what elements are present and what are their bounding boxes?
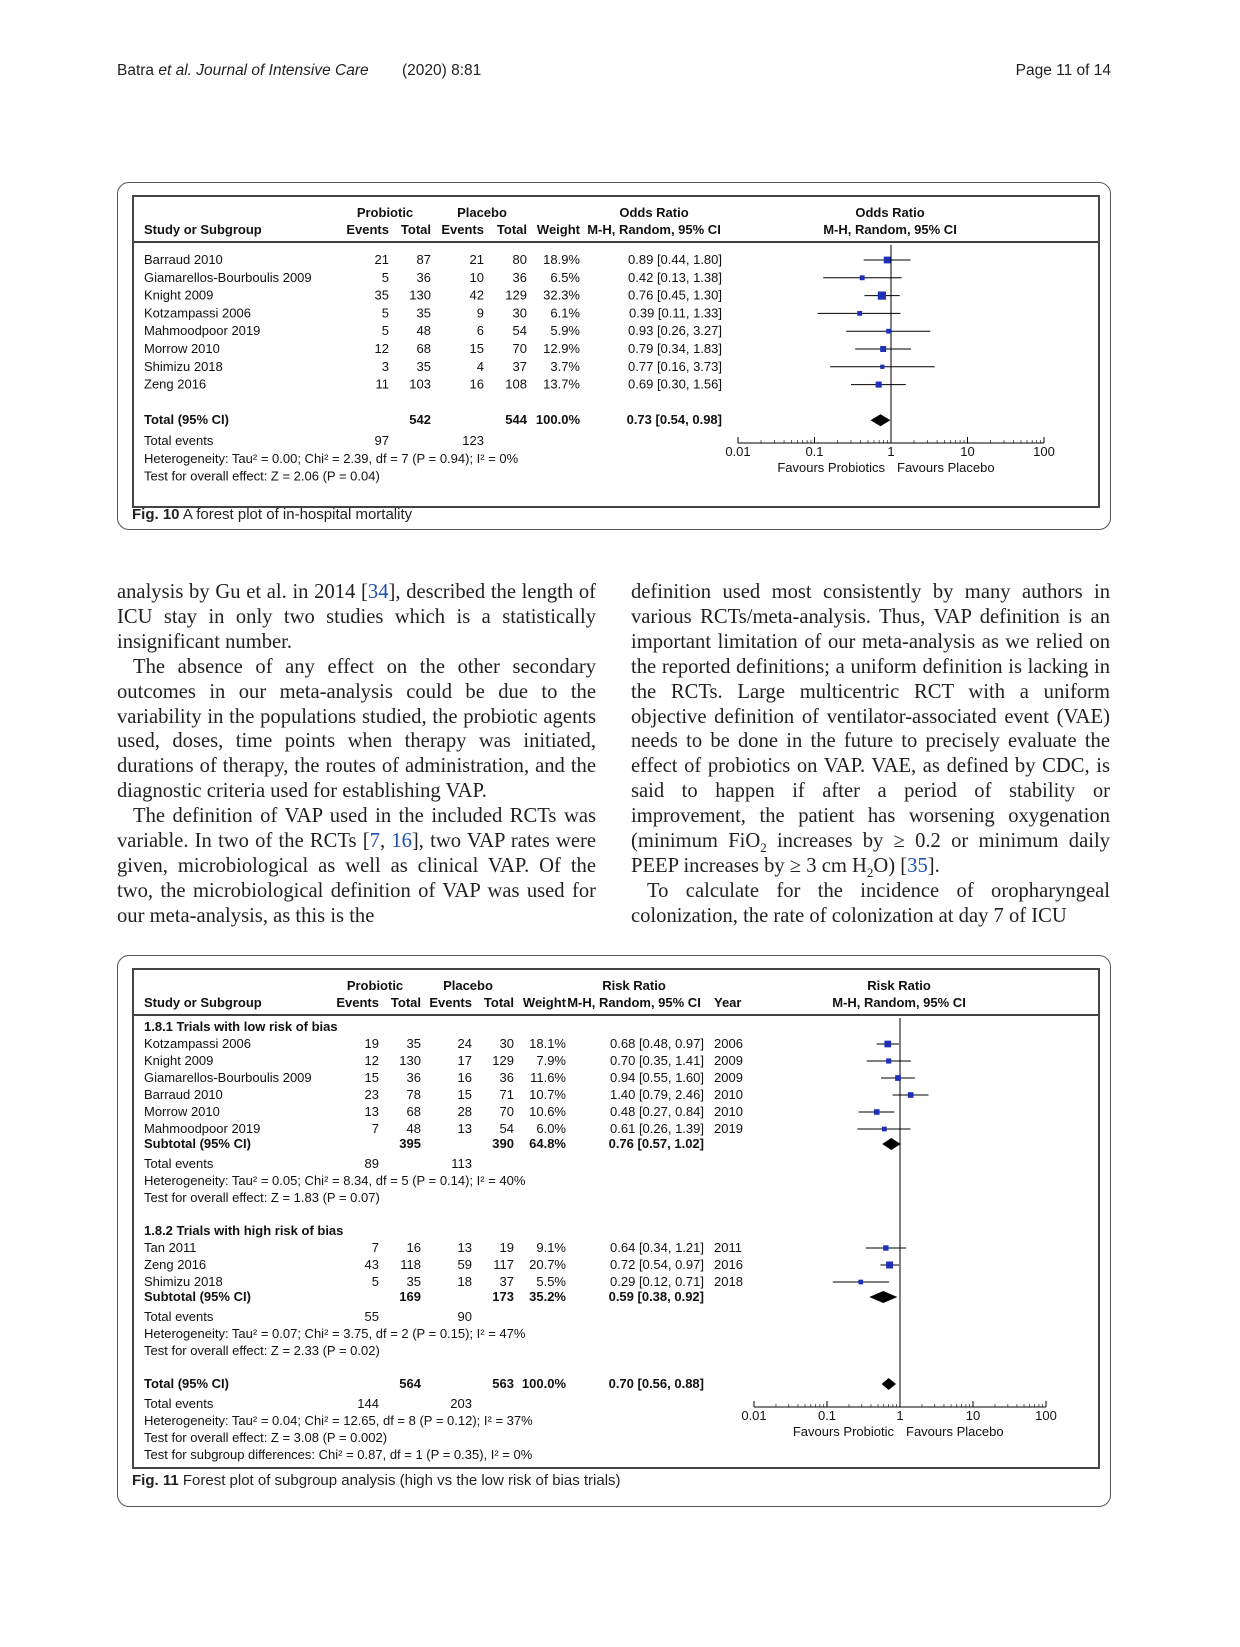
placebo-events: 15 — [469, 341, 484, 356]
placebo-events: 13 — [457, 1240, 472, 1255]
header-author: Batra — [117, 62, 155, 79]
probiotic-events: 7 — [371, 1240, 379, 1255]
x-tick-label: 1 — [896, 1408, 904, 1423]
study-name: Knight 2009 — [144, 287, 214, 303]
column-header-events: Events — [336, 995, 379, 1010]
caption-label: Fig. 11 — [132, 1472, 179, 1489]
citation-link[interactable]: 35 — [907, 854, 928, 877]
study-year: 2018 — [714, 1274, 743, 1289]
pooled-diamond — [882, 1378, 896, 1390]
study-weight: 5.9% — [550, 323, 580, 339]
study-ci: 0.89 [0.44, 1.80] — [628, 252, 722, 267]
study-name: Barraud 2010 — [144, 1087, 223, 1102]
study-year: 2009 — [714, 1070, 743, 1085]
study-weight: 6.1% — [550, 305, 580, 321]
pooled-placebo-total: 544 — [505, 412, 527, 428]
placebo-total: 70 — [499, 1104, 514, 1119]
probiotic-total: 35 — [406, 1036, 421, 1051]
pooled-ci: 0.59 [0.38, 0.92] — [608, 1289, 704, 1304]
header-journal: Journal of Intensive Care — [191, 62, 369, 79]
study-weight: 10.6% — [529, 1104, 566, 1119]
paragraph — [117, 580, 596, 655]
placebo-events: 4 — [476, 358, 484, 374]
placebo-events: 42 — [469, 287, 484, 303]
placebo-total: 108 — [505, 376, 527, 392]
study-ci: 0.48 [0.27, 0.84] — [610, 1104, 704, 1119]
study-year: 2010 — [714, 1087, 743, 1102]
column-header-weight: Weight — [522, 995, 566, 1010]
probiotic-total: 36 — [416, 269, 431, 285]
probiotic-total: 48 — [416, 323, 431, 339]
placebo-total: 70 — [512, 341, 527, 356]
text-run: ], described the length of ICU stay in only two studies which is a statistically insignificant number. — [117, 581, 596, 653]
pooled-weight: 100.0% — [521, 1376, 566, 1391]
forest-plot-panel — [132, 968, 1100, 1469]
probiotic-total: 118 — [400, 1257, 421, 1272]
column-header-events: Events — [441, 222, 484, 237]
study-name: Morrow 2010 — [144, 341, 220, 356]
probiotic-total: 87 — [416, 252, 431, 267]
probiotic-total: 35 — [406, 1274, 421, 1289]
probiotic-events: 5 — [381, 323, 389, 339]
placebo-events: 6 — [476, 323, 484, 339]
x-tick-label: 0.1 — [805, 444, 824, 459]
study-name: Giamarellos-Bourboulis 2009 — [144, 269, 312, 285]
total-events-label: Total events — [144, 1396, 214, 1411]
probiotic-events: 12 — [374, 341, 389, 356]
placebo-events: 10 — [469, 269, 484, 285]
point-estimate-marker — [908, 1092, 914, 1098]
point-estimate-marker — [884, 1041, 891, 1048]
probiotic-events: 23 — [364, 1087, 379, 1102]
probiotic-total-events: 97 — [374, 433, 389, 448]
study-weight: 32.3% — [543, 287, 580, 303]
pooled-ci: 0.70 [0.56, 0.88] — [608, 1376, 704, 1391]
placebo-total: 54 — [512, 323, 527, 339]
placebo-total: 37 — [499, 1274, 514, 1289]
point-estimate-marker — [884, 257, 891, 264]
subscript: 2 — [760, 840, 767, 856]
study-ci: 0.79 [0.34, 1.83] — [628, 341, 722, 356]
point-estimate-marker — [882, 1127, 887, 1132]
study-year: 2010 — [714, 1104, 743, 1119]
x-tick-label: 0.01 — [741, 1408, 767, 1423]
favours-left-label: Favours Probiotics — [777, 460, 885, 475]
citation-link[interactable]: 34 — [367, 581, 389, 603]
total-events-label: Total events — [144, 1309, 214, 1324]
study-weight: 13.7% — [543, 376, 580, 392]
forest-plot-11 — [134, 970, 1098, 1467]
probiotic-events: 5 — [381, 269, 389, 285]
total-label: Total (95% CI) — [144, 412, 229, 428]
probiotic-total: 35 — [416, 305, 431, 321]
favours-right-label: Favours Placebo — [897, 460, 995, 475]
placebo-total: 30 — [499, 1036, 514, 1051]
overall-effect-test: Test for overall effect: Z = 2.33 (P = 0.02) — [144, 1343, 380, 1358]
probiotic-events: 12 — [364, 1053, 379, 1068]
probiotic-events: 7 — [371, 1121, 379, 1136]
plot-title: Odds Ratio — [855, 205, 925, 220]
probiotic-events: 13 — [364, 1104, 379, 1119]
study-ci: 0.39 [0.11, 1.33] — [629, 305, 722, 321]
placebo-total-events: 113 — [451, 1156, 472, 1171]
text-run: analysis by Gu et al. in 2014 [ — [117, 581, 368, 603]
plot-title: Risk Ratio — [867, 978, 931, 993]
placebo-events: 24 — [457, 1036, 472, 1051]
probiotic-events: 21 — [374, 252, 389, 267]
study-name: Zeng 2016 — [144, 376, 207, 392]
effect-column-title: Risk Ratio — [602, 978, 666, 993]
text-run: increases by ≥ 0.2 or minimum daily PEEP increases by ≥ 3 cm H — [631, 830, 1110, 877]
study-ci: 0.64 [0.34, 1.21] — [610, 1240, 704, 1255]
placebo-total: 54 — [499, 1121, 514, 1136]
probiotic-events: 5 — [381, 305, 389, 321]
placebo-events: 15 — [457, 1087, 472, 1102]
point-estimate-marker — [883, 1245, 888, 1250]
pooled-weight: 100.0% — [535, 412, 580, 428]
probiotic-total: 68 — [416, 341, 431, 356]
point-estimate-marker — [886, 1262, 893, 1269]
probiotic-total: 130 — [399, 1053, 421, 1068]
placebo-total: 36 — [512, 269, 527, 285]
study-ci: 1.40 [0.79, 2.46] — [610, 1087, 704, 1102]
study-weight: 20.7% — [529, 1257, 566, 1272]
probiotic-total: 36 — [406, 1070, 421, 1085]
study-ci: 0.29 [0.12, 0.71] — [610, 1274, 704, 1289]
study-weight: 5.5% — [536, 1274, 566, 1289]
placebo-total: 37 — [512, 358, 527, 374]
heterogeneity-stat: Heterogeneity: Tau² = 0.07; Chi² = 3.75, df = 2 (P = 0.15); I² = 47% — [144, 1326, 526, 1341]
figure-10 — [117, 182, 1111, 530]
probiotic-events: 11 — [375, 376, 389, 392]
probiotic-events: 19 — [364, 1036, 379, 1051]
subgroup-title: 1.8.2 Trials with high risk of bias — [144, 1223, 344, 1238]
column-header-total: Total — [483, 995, 514, 1010]
point-estimate-marker — [876, 382, 882, 388]
favours-right-label: Favours Placebo — [906, 1424, 1004, 1439]
placebo-events: 18 — [457, 1274, 472, 1289]
caption-text: Forest plot of subgroup analysis (high vs the low risk of bias trials) — [178, 1472, 621, 1489]
column-header-study: Study or Subgroup — [144, 995, 262, 1010]
pooled-diamond — [871, 414, 891, 426]
placebo-events: 16 — [457, 1070, 472, 1085]
study-name: Knight 2009 — [144, 1053, 214, 1068]
column-header-year: Year — [714, 995, 742, 1010]
point-estimate-marker — [860, 275, 865, 280]
header-year-volume: (2020) 8:81 — [402, 62, 482, 79]
study-weight: 9.1% — [536, 1240, 566, 1255]
overall-effect-test: Test for overall effect: Z = 3.08 (P = 0.002) — [144, 1430, 388, 1445]
study-weight: 18.1% — [529, 1036, 566, 1051]
study-ci: 0.68 [0.48, 0.97] — [610, 1036, 704, 1051]
heterogeneity-stat: Heterogeneity: Tau² = 0.04; Chi² = 12.65, df = 8 (P = 0.12); I² = 37% — [144, 1413, 533, 1428]
study-name: Kotzampassi 2006 — [144, 1036, 251, 1051]
column-header-ci: M-H, Random, 95% CI — [567, 995, 701, 1010]
column-header-total: Total — [390, 995, 421, 1010]
study-ci: 0.69 [0.30, 1.56] — [628, 376, 722, 392]
point-estimate-marker — [880, 365, 884, 369]
caption-label: Fig. 10 — [132, 506, 180, 523]
header-etal: et al. — [154, 62, 192, 79]
total-label: Total (95% CI) — [144, 1376, 229, 1391]
overall-effect-test: Test for overall effect: Z = 2.06 (P = 0.04) — [144, 468, 380, 484]
total-events-label: Total events — [144, 433, 214, 448]
probiotic-total: 78 — [406, 1087, 421, 1102]
probiotic-events: 35 — [374, 287, 389, 303]
paragraph — [631, 580, 1110, 879]
point-estimate-marker — [857, 311, 862, 316]
point-estimate-marker — [895, 1075, 901, 1081]
probiotic-events: 43 — [364, 1257, 379, 1272]
study-weight: 6.5% — [550, 269, 580, 285]
text-run: ]. — [927, 854, 940, 877]
heterogeneity-stat: Heterogeneity: Tau² = 0.00; Chi² = 2.39, df = 7 (P = 0.94); I² = 0% — [144, 450, 519, 466]
study-name: Morrow 2010 — [144, 1104, 220, 1119]
subgroup-title: 1.8.1 Trials with low risk of bias — [144, 1019, 338, 1034]
study-ci: 0.76 [0.45, 1.30] — [628, 287, 722, 303]
point-estimate-marker — [858, 1280, 863, 1285]
study-weight: 18.9% — [543, 252, 580, 267]
pooled-probiotic-total: 564 — [399, 1376, 421, 1391]
study-weight: 7.9% — [536, 1053, 566, 1068]
probiotic-events: 3 — [381, 358, 389, 374]
probiotic-total: 16 — [406, 1240, 421, 1255]
x-tick-label: 0.01 — [725, 444, 751, 459]
placebo-events: 21 — [469, 252, 484, 267]
column-header-weight: Weight — [536, 222, 580, 237]
column-header-total: Total — [496, 222, 527, 237]
text-run: O) [ — [873, 854, 908, 877]
point-estimate-marker — [886, 329, 891, 334]
placebo-events: 59 — [457, 1257, 472, 1272]
column-header-events: Events — [429, 995, 472, 1010]
text-run: definition used most consistently by many authors in various RCTs/meta-analysis. Thus, VAP definition is an important limitation of our meta-analysis as we relied on the reported definitions; a uniform definition is lacking in the RCTs. Large multicentric RCT with a uniform objective definition of ventilator-associated event (VAE) needs to be done in the future to precisely evaluate the effect of probiotics on VAP. VAE, as defined by CDC, is said to happen if after a period of stability or improvement, the patient has worsening oxygenation (minimum FiO — [631, 581, 1110, 853]
study-weight: 10.7% — [529, 1087, 566, 1102]
figure-caption — [132, 1472, 621, 1489]
figure-caption — [132, 506, 412, 523]
group-header-placebo: Placebo — [457, 205, 507, 220]
point-estimate-marker — [886, 1058, 891, 1063]
x-tick-label: 0.1 — [817, 1408, 837, 1423]
x-tick-label: 1 — [887, 444, 895, 459]
placebo-total-events: 90 — [457, 1309, 472, 1324]
pooled-placebo-total: 173 — [492, 1289, 514, 1304]
placebo-total: 36 — [499, 1070, 514, 1085]
body-column-left — [117, 580, 596, 929]
x-tick-label: 10 — [960, 444, 975, 459]
page-number: Page 11 of 14 — [1015, 62, 1111, 79]
study-name: Shimizu 2018 — [144, 1274, 223, 1289]
pooled-probiotic-total: 542 — [409, 412, 431, 428]
study-year: 2011 — [714, 1240, 742, 1255]
study-name: Barraud 2010 — [144, 252, 223, 267]
study-ci: 0.77 [0.16, 3.73] — [628, 358, 722, 374]
text-run: ], two VAP rates were given, microbiological as well as clinical VAP. Of the two, the microbiological definition of VAP was used for our meta-analysis, as this is the — [117, 830, 596, 927]
point-estimate-marker — [874, 1109, 880, 1115]
study-weight: 12.9% — [543, 341, 580, 356]
study-weight: 6.0% — [536, 1121, 566, 1136]
figure-11 — [117, 955, 1111, 1507]
plot-subtitle: M-H, Random, 95% CI — [823, 222, 957, 237]
placebo-events: 28 — [457, 1104, 472, 1119]
placebo-total: 71 — [499, 1087, 514, 1102]
pooled-diamond — [869, 1291, 897, 1303]
study-name: Mahmoodpoor 2019 — [144, 323, 261, 339]
probiotic-total: 48 — [406, 1121, 421, 1136]
placebo-total: 80 — [512, 252, 527, 267]
pooled-probiotic-total: 395 — [399, 1136, 421, 1151]
placebo-total: 129 — [505, 287, 527, 303]
study-name: Kotzampassi 2006 — [144, 305, 251, 321]
forest-plot-10 — [134, 197, 1098, 506]
pooled-ci: 0.76 [0.57, 1.02] — [608, 1136, 704, 1151]
placebo-total: 117 — [493, 1257, 514, 1272]
probiotic-total: 103 — [409, 376, 431, 392]
probiotic-total-events: 89 — [364, 1156, 379, 1171]
pooled-ci: 0.73 [0.54, 0.98] — [626, 412, 722, 428]
subtotal-label: Subtotal (95% CI) — [144, 1136, 251, 1151]
point-estimate-marker — [880, 346, 886, 352]
x-tick-label: 100 — [1033, 444, 1055, 459]
study-name: Tan 2011 — [144, 1240, 197, 1255]
placebo-total: 30 — [512, 305, 527, 321]
study-year: 2006 — [714, 1036, 743, 1051]
text-run: The definition of VAP used in the included RCTs was variable. In two of the RCTs [ — [117, 805, 596, 853]
study-ci: 0.93 [0.26, 3.27] — [628, 323, 722, 339]
pooled-diamond — [882, 1138, 900, 1150]
probiotic-total: 68 — [406, 1104, 421, 1119]
pooled-probiotic-total: 169 — [399, 1289, 421, 1304]
probiotic-total: 130 — [409, 287, 431, 303]
favours-left-label: Favours Probiotic — [792, 1424, 894, 1439]
study-name: Giamarellos-Bourboulis 2009 — [144, 1070, 312, 1085]
pooled-weight: 35.2% — [529, 1289, 566, 1304]
text-run: , — [379, 830, 392, 853]
study-ci: 0.72 [0.54, 0.97] — [610, 1257, 704, 1272]
running-header-citation — [117, 62, 369, 80]
placebo-events: 17 — [457, 1053, 472, 1068]
group-header-probiotic: Probiotic — [346, 978, 404, 993]
paragraph: To calculate for the incidence of oropharyngeal colonization, the rate of colonization at day 7 of ICU — [631, 879, 1110, 927]
total-events-label: Total events — [144, 1156, 214, 1171]
caption-text: A forest plot of in-hospital mortality — [179, 506, 413, 523]
placebo-total-events: 203 — [450, 1396, 472, 1411]
probiotic-total: 35 — [416, 358, 431, 374]
placebo-events: 13 — [457, 1121, 472, 1136]
column-header-total: Total — [400, 222, 431, 237]
study-name: Mahmoodpoor 2019 — [144, 1121, 261, 1136]
subtotal-label: Subtotal (95% CI) — [144, 1289, 251, 1304]
study-ci: 0.42 [0.13, 1.38] — [628, 269, 722, 285]
study-year: 2019 — [714, 1121, 743, 1136]
overall-effect-test: Test for overall effect: Z = 1.83 (P = 0.07) — [144, 1190, 380, 1205]
x-tick-label: 100 — [1035, 1408, 1057, 1423]
group-header-probiotic: Probiotic — [356, 205, 414, 220]
probiotic-total-events: 55 — [364, 1309, 379, 1324]
study-year: 2016 — [714, 1257, 743, 1272]
probiotic-events: 5 — [371, 1274, 379, 1289]
paragraph: The absence of any effect on the other secondary outcomes in our meta-analysis could be due to the variability in the populations studied, the probiotic agents used, doses, time points when therapy was initiated, durations of therapy, the routes of administration, and the diagnostic criteria used for establishing VAP. — [117, 655, 596, 803]
placebo-events: 16 — [469, 376, 484, 392]
group-header-placebo: Placebo — [443, 978, 493, 993]
effect-column-title: Odds Ratio — [619, 205, 689, 220]
point-estimate-marker — [878, 292, 886, 300]
pooled-weight: 64.8% — [529, 1136, 566, 1151]
study-year: 2009 — [714, 1053, 743, 1068]
placebo-total: 19 — [499, 1240, 514, 1255]
pooled-placebo-total: 390 — [492, 1136, 514, 1151]
subgroup-differences-test: Test for subgroup differences: Chi² = 0.87, df = 1 (P = 0.35), I² = 0% — [144, 1447, 533, 1462]
forest-plot-panel — [132, 195, 1100, 508]
plot-subtitle: M-H, Random, 95% CI — [832, 995, 966, 1010]
study-ci: 0.94 [0.55, 1.60] — [610, 1070, 704, 1085]
x-tick-label: 10 — [965, 1408, 981, 1423]
paragraph — [117, 804, 596, 929]
study-weight: 11.6% — [530, 1070, 566, 1085]
study-ci: 0.61 [0.26, 1.39] — [610, 1121, 704, 1136]
citation-link[interactable]: 7 — [369, 830, 380, 853]
heterogeneity-stat: Heterogeneity: Tau² = 0.05; Chi² = 8.34, df = 5 (P = 0.14); I² = 40% — [144, 1173, 526, 1188]
study-name: Zeng 2016 — [144, 1257, 207, 1272]
placebo-total: 129 — [492, 1053, 514, 1068]
column-header-study: Study or Subgroup — [144, 222, 262, 237]
study-ci: 0.70 [0.35, 1.41] — [610, 1053, 704, 1068]
placebo-total-events: 123 — [462, 433, 484, 448]
column-header-ci: M-H, Random, 95% CI — [587, 222, 721, 237]
subscript: 2 — [866, 865, 874, 881]
pooled-placebo-total: 563 — [492, 1376, 514, 1391]
placebo-events: 9 — [476, 305, 484, 321]
probiotic-total-events: 144 — [357, 1396, 379, 1411]
column-header-events: Events — [346, 222, 389, 237]
study-weight: 3.7% — [550, 358, 580, 374]
study-name: Shimizu 2018 — [144, 358, 223, 374]
citation-link[interactable]: 16 — [391, 830, 412, 853]
body-column-right — [631, 580, 1110, 929]
probiotic-events: 15 — [364, 1070, 379, 1085]
